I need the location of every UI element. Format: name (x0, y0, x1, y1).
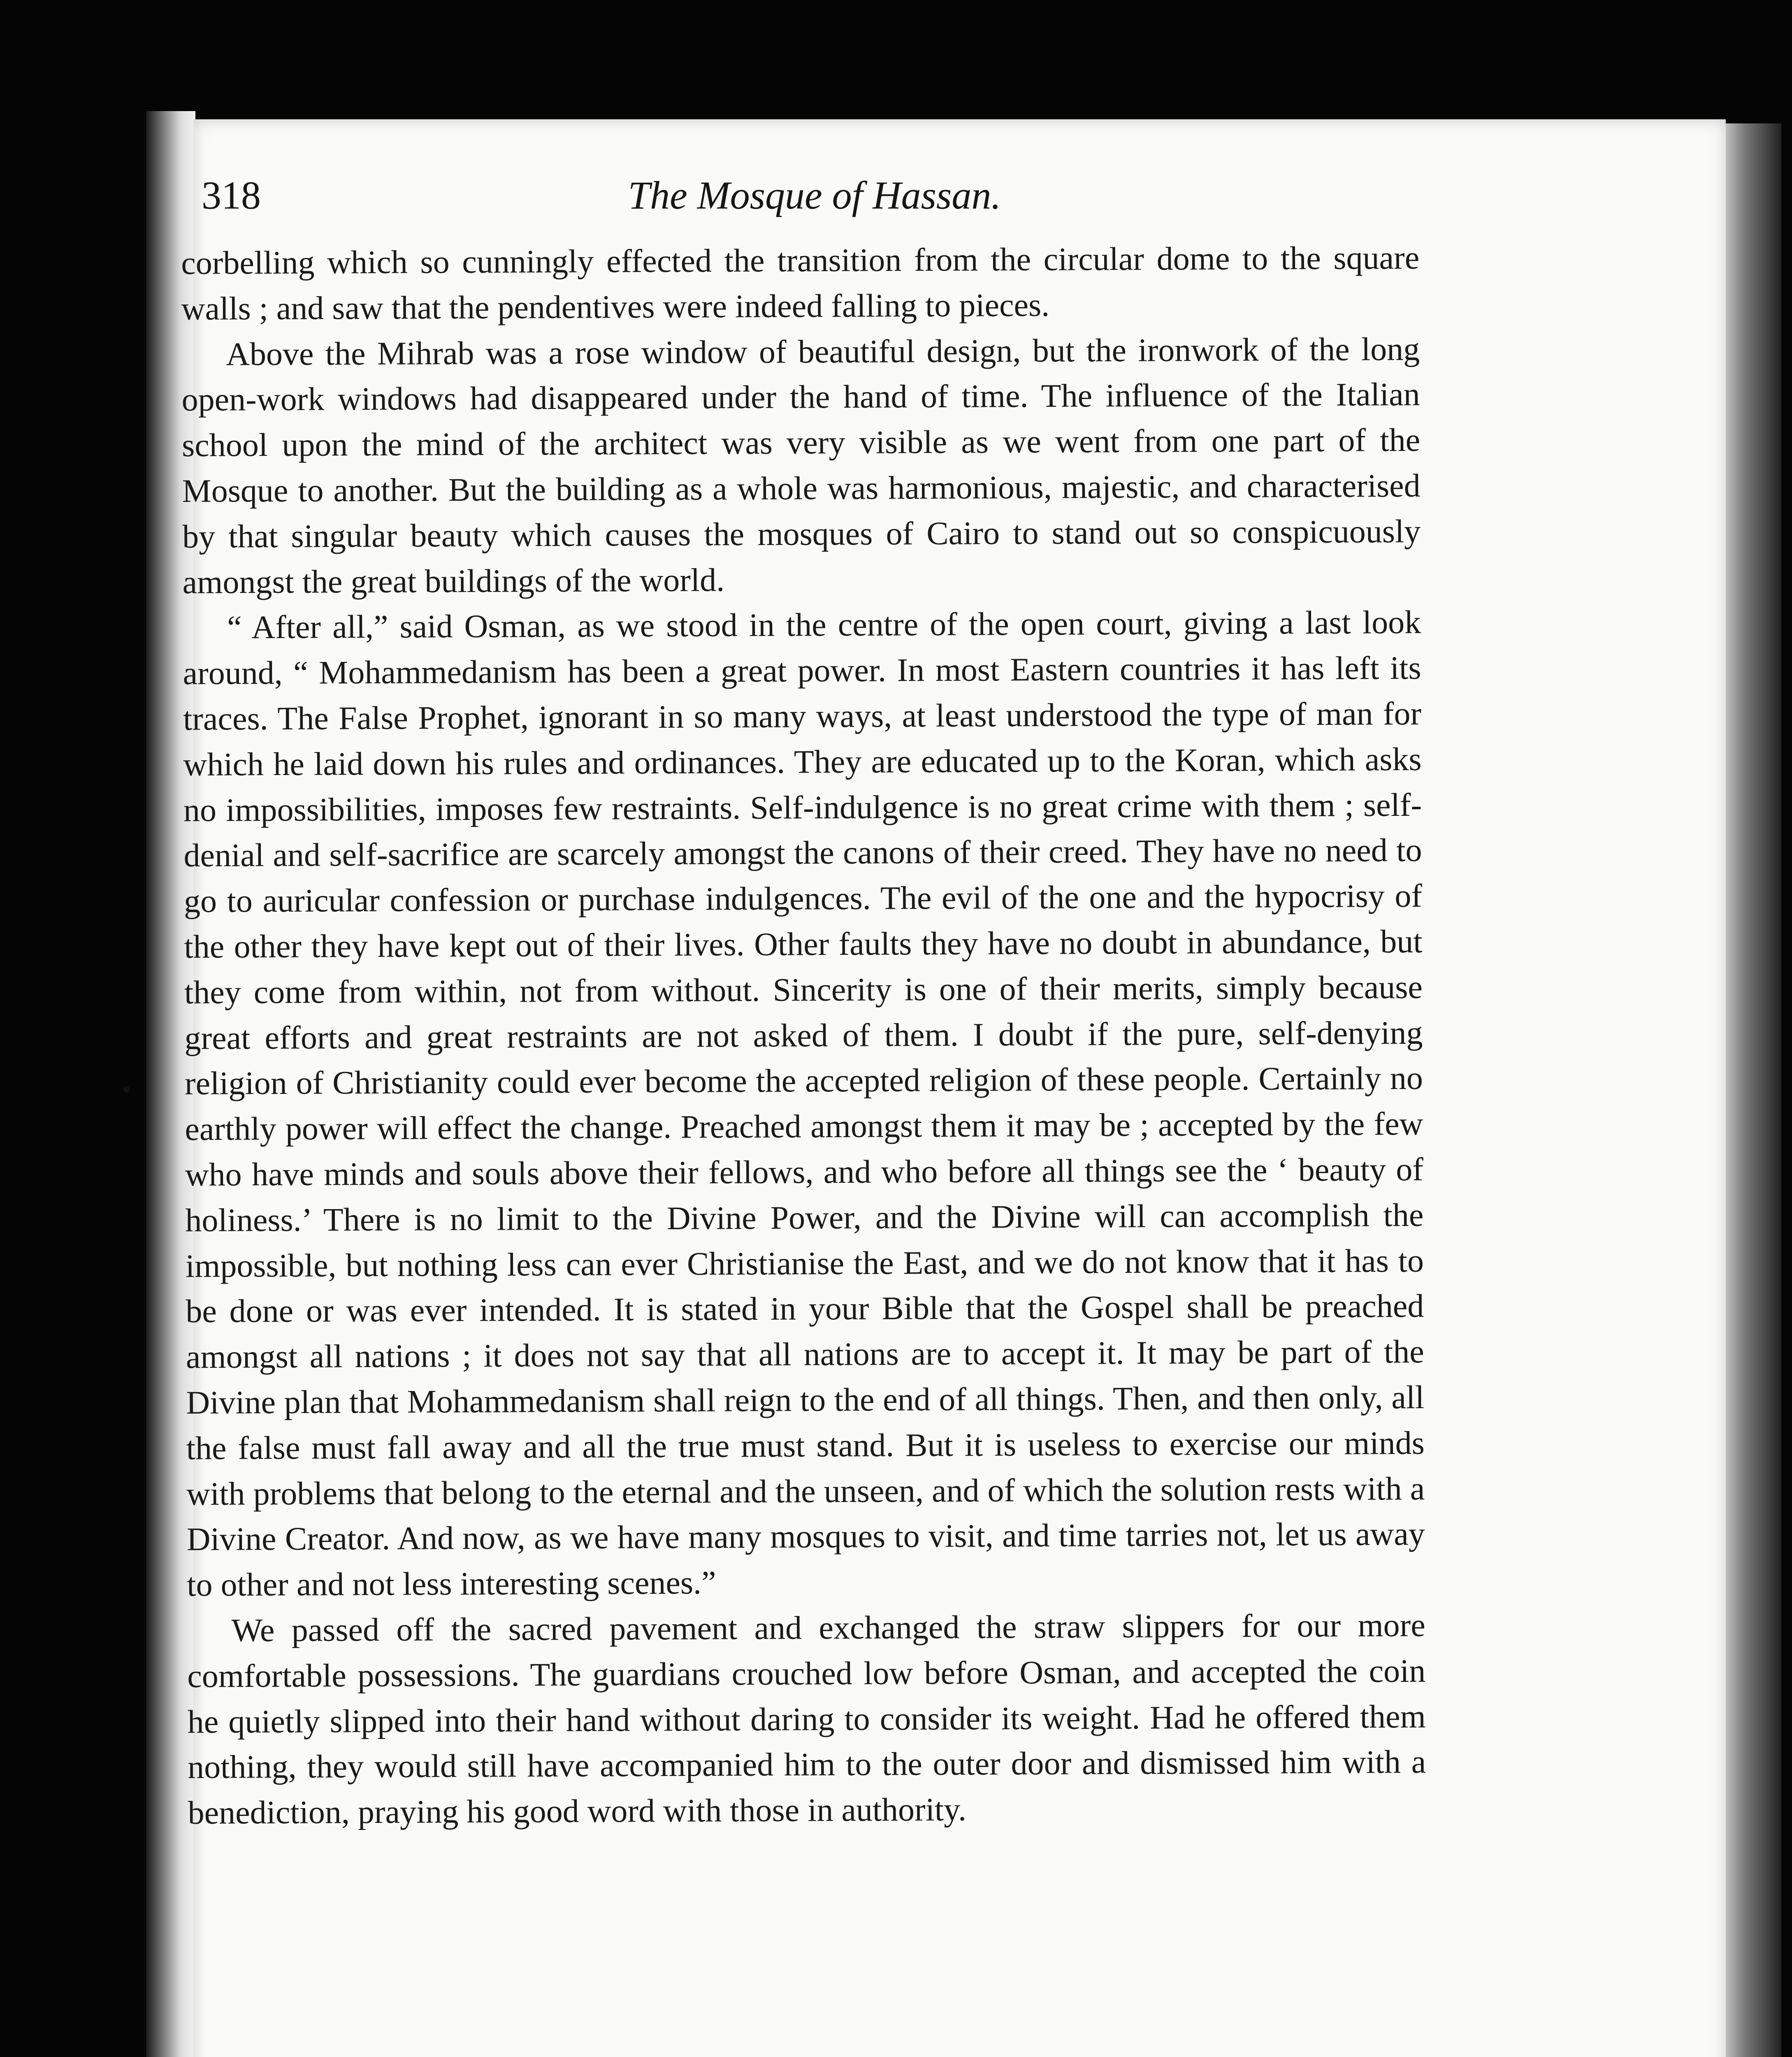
paragraph-continued: corbelling which so cunningly effected the transition from the circular dome to the square walls ; and saw that the pendentives were indeed falling to pieces. (181, 239, 1420, 327)
running-title: The Mosque of Hassan. (628, 173, 1001, 217)
stray-ink-dot (123, 1086, 130, 1093)
page-body (181, 235, 1426, 1836)
paragraph-osman-speech: “ After all,” said Osman, as we stood in the centre of the open court, giving a last look around, “ Mohammedanism has been a great power. In most Eastern countries it has left its traces. The False Prophet, ignorant in so many ways, at least understood the type of man for which he laid down his rules and ordinances. They are educated up to the Koran, which asks no impossibilities, imposes few restraints. Self-indulgence is no great crime with them ; self-denial and self-sacrifice are scarcely amongst the canons of their creed. They have no need to go to auricular confession or purchase indulgences. The evil of the one and the hypocrisy of the other they have kept out of their lives. Other faults they have no doubt in abundance, but they come from within, not from without. Sincerity is one of their merits, simply because great efforts and great restraints are not asked of them. I doubt if the pure, self-denying religion of Christianity could ever become the accepted religion of these people. Certainly no earthly power will effect the change. Preached amongst them it may be ; accepted by the few who have minds and souls above their fellows, and who before all things see the ‘ beauty of holiness.’ There is no limit to the Divine Power, and the Divine will can accomplish the impossible, but nothing less can ever Christianise the East, and we do not know that it has to be done or was ever intended. It is stated in your Bible that the Gospel shall be preached amongst all nations ; it does not say that all nations are to accept it. It may be part of the Divine plan that Mohammedanism shall reign to the end of all things. Then, and then only, all the false must fall away and all the true must stand. But it is useless to exercise our minds with problems that belong to the eternal and the unseen, and of which the solution rests with a Divine Creator. And now, as we have many mosques to visit, and time tarries not, let us away to other and not less interesting scenes.” (183, 604, 1425, 1604)
page-right-edge (1720, 123, 1781, 2057)
page-number: 318 (202, 173, 261, 217)
running-header (202, 167, 1428, 224)
paragraph-mihrab: Above the Mihrab was a rose window of beautiful design, but the ironwork of the long open-work windows had disappeared under the hand of time. The influence of the Italian school upon the mind of the architect was very visible as we went from one part of the Mosque to another. But the building as a whole was harmonious, majestic, and characterised by that singular beauty which causes the mosques of Cairo to stand out so conspicuously amongst the great buildings of the world. (181, 331, 1421, 601)
paragraph-departure: We passed off the sacred pavement and exchanged the straw slippers for our more comfortable possessions. The guardians crouched low before Osman, and accepted the coin he quietly slipped into their hand without daring to consider its weight. Had he offered them nothing, they would still have accompanied him to the outer door and dismissed him with a benediction, praying his good word with those in authority. (187, 1607, 1426, 1832)
